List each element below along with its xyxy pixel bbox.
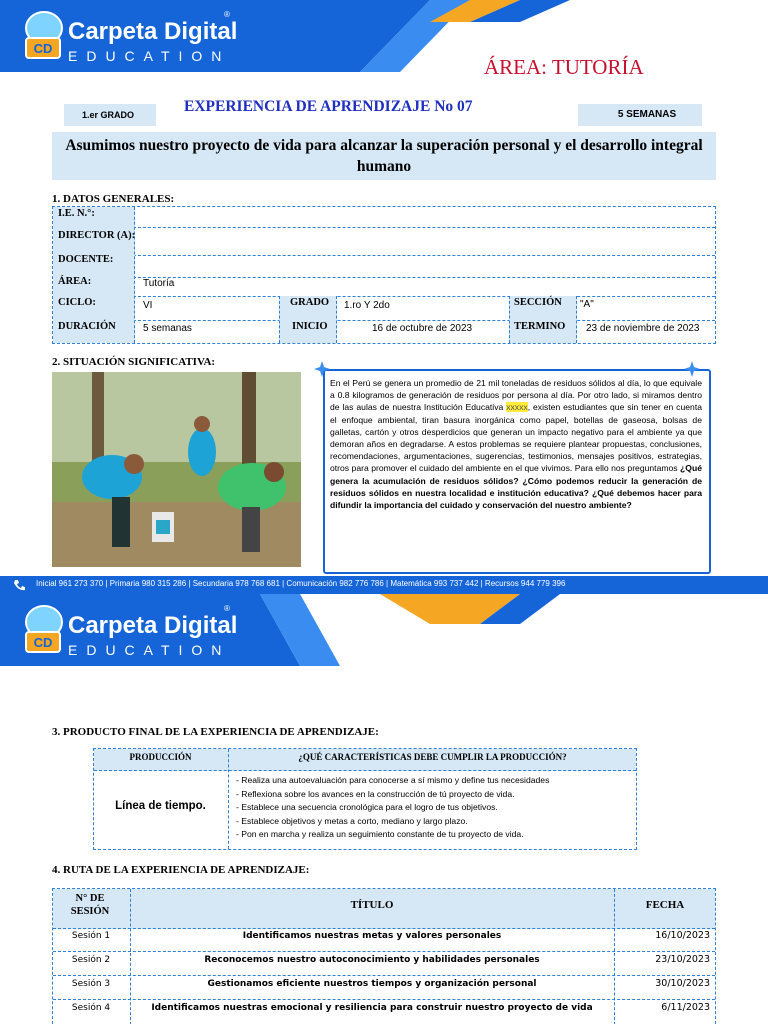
contact-bar xyxy=(0,576,768,594)
brand-name: Carpeta Digital xyxy=(68,18,238,45)
ciclo-label: CICLO: xyxy=(58,297,96,308)
characteristics-list xyxy=(236,774,634,842)
product-name: Línea de tiempo. xyxy=(115,800,206,812)
ie-label: I.E. N.°: xyxy=(58,208,95,219)
session-date: 30/10/2023 xyxy=(655,978,710,989)
product-col1: PRODUCCIÓN xyxy=(129,752,192,762)
experience-title: EXPERIENCIA DE APRENDIZAJE No 07 xyxy=(184,98,473,115)
inicio-label: INICIO xyxy=(292,321,328,332)
brand-sub: EDUCATION xyxy=(68,48,231,64)
session-title: Identificamos nuestras metas y valores personales xyxy=(242,931,502,941)
situation-text-body: , existen estudiantes que sin tener en cuenta el enfoque ambiental, tiran basura inorgánica como papel, botellas de gaseosa, bolsas de galletas, cartón y otros desperdicios que generan un impacto negativo para el ambiente ya que demoran años en degradarse. A estos problemas se requiere plantear propuestas, conclusiones, recomendaciones, argumentaciones, sugerencias, testimonios, mensajes positivos, estrategias, otros para promover el cuidado del ambiente en el que vivimos. Para ello nos preguntamos xyxy=(330,402,702,474)
logo-badge-text: CD xyxy=(33,635,53,650)
session-title: Gestionamos eficiente nuestros tiempos y organización personal xyxy=(207,979,537,989)
list-item: - Reflexiona sobre los avances en la construcción de tú proyecto de vida. xyxy=(236,788,515,799)
session-title: Identificamos nuestras emocional y resiliencia para construir nuestro proyecto de vida xyxy=(151,1003,593,1013)
list-item: - Pon en marcha y realiza un seguimiento constante de tu proyecto de vida. xyxy=(236,829,524,839)
section4-heading: 4. RUTA DE LA EXPERIENCIA DE APRENDIZAJE: xyxy=(52,864,310,876)
logo-badge xyxy=(20,602,64,654)
area-value: Tutoría xyxy=(143,278,175,289)
route-col2: TÍTULO xyxy=(350,899,394,911)
logo-badge-text: CD xyxy=(33,41,53,56)
session-cell: Sesión 1 xyxy=(71,931,111,941)
top-banner xyxy=(0,0,768,72)
section2-heading: 2. SITUACIÓN SIGNIFICATIVA: xyxy=(52,356,216,368)
grade-badge: 1.er GRADO xyxy=(64,104,156,126)
director-label: DIRECTOR (A): xyxy=(58,230,136,241)
registered-mark: ® xyxy=(224,604,230,613)
main-title: Asumimos nuestro proyecto de vida para alcanzar la superación personal y el desarrollo integral humano xyxy=(52,132,716,180)
route-col1: N° DE SESIÓN xyxy=(70,893,110,917)
highlight-placeholder: xxxxx xyxy=(506,402,528,413)
session-cell: Sesión 3 xyxy=(71,979,111,989)
ciclo-value: VI xyxy=(143,300,153,311)
phone-icon xyxy=(10,576,28,594)
docente-label: DOCENTE: xyxy=(58,254,114,265)
session-date: 16/10/2023 xyxy=(655,930,710,941)
weeks-badge: 5 SEMANAS xyxy=(578,104,702,126)
duracion-label: DURACIÓN xyxy=(58,321,116,332)
list-item: - Establece objetivos y metas a corto, mediano y largo plazo. xyxy=(236,815,468,826)
situation-questions: ¿Qué genera la acumulación de residuos sólidos? ¿Cómo podemos reducir la generación de residuos sólidos en nuestra localidad e institución educativa? ¿Qué debemos hacer para difundir la importancia del cuidado y conservación del nuestro ambiente? xyxy=(330,463,702,511)
termino-value: 23 de noviembre de 2023 xyxy=(586,323,700,334)
duracion-value: 5 semanas xyxy=(143,323,192,334)
session-title: Reconocemos nuestro autoconocimiento y habilidades personales xyxy=(204,955,540,965)
termino-label: TERMINO xyxy=(514,321,566,332)
list-item: - Realiza una autoevaluación para conocerse a sí mismo y define tus necesidades xyxy=(236,775,550,785)
grado-label: GRADO xyxy=(290,297,330,308)
route-col3: FECHA xyxy=(645,899,685,911)
registered-mark: ® xyxy=(224,10,230,19)
star-icon xyxy=(314,361,330,377)
list-item: - Establece una secuencia cronológica para el logro de tus objetivos. xyxy=(236,802,498,812)
section1-heading: 1. DATOS GENERALES: xyxy=(52,193,175,205)
product-col2: ¿QUÉ CARACTERÍSTICAS DEBE CUMPLIR LA PRODUCCIÓN? xyxy=(298,752,567,762)
brand-sub: EDUCATION xyxy=(68,642,231,658)
area-title: ÁREA: TUTORÍA xyxy=(484,55,644,79)
seccion-value: "A" xyxy=(580,299,594,310)
session-cell: Sesión 4 xyxy=(71,1003,111,1013)
situation-text xyxy=(330,377,702,511)
session-date: 23/10/2023 xyxy=(655,954,710,965)
situation-text-intro: En el Perú se genera un promedio de 21 mil toneladas de residuos sólidos al día, lo que equivale a 0.8 kilogramos de generación de residuos por persona al día. Por otro lado, si miramos dentro de las aulas de nuestra Institución Educativa xyxy=(330,378,702,413)
contact-text: Inicial 961 273 370 | Primaria 980 315 286 | Secundaria 978 768 681 | Comunicación 982 776 786 | Matemática 993 737 442 | Recursos 944 779 396 xyxy=(36,579,566,588)
brand-name: Carpeta Digital xyxy=(68,612,238,639)
session-cell: Sesión 2 xyxy=(71,955,111,965)
star-icon xyxy=(684,361,700,377)
second-banner xyxy=(0,594,768,666)
session-date: 6/11/2023 xyxy=(661,1002,710,1013)
logo-badge xyxy=(20,8,64,60)
inicio-value: 16 de octubre de 2023 xyxy=(372,323,473,334)
grado-value: 1.ro Y 2do xyxy=(344,300,390,311)
seccion-label: SECCIÓN xyxy=(514,297,562,308)
section3-heading: 3. PRODUCTO FINAL DE LA EXPERIENCIA DE APRENDIZAJE: xyxy=(52,726,379,738)
area-label: ÁREA: xyxy=(58,276,92,287)
cleanup-photo xyxy=(52,372,301,567)
